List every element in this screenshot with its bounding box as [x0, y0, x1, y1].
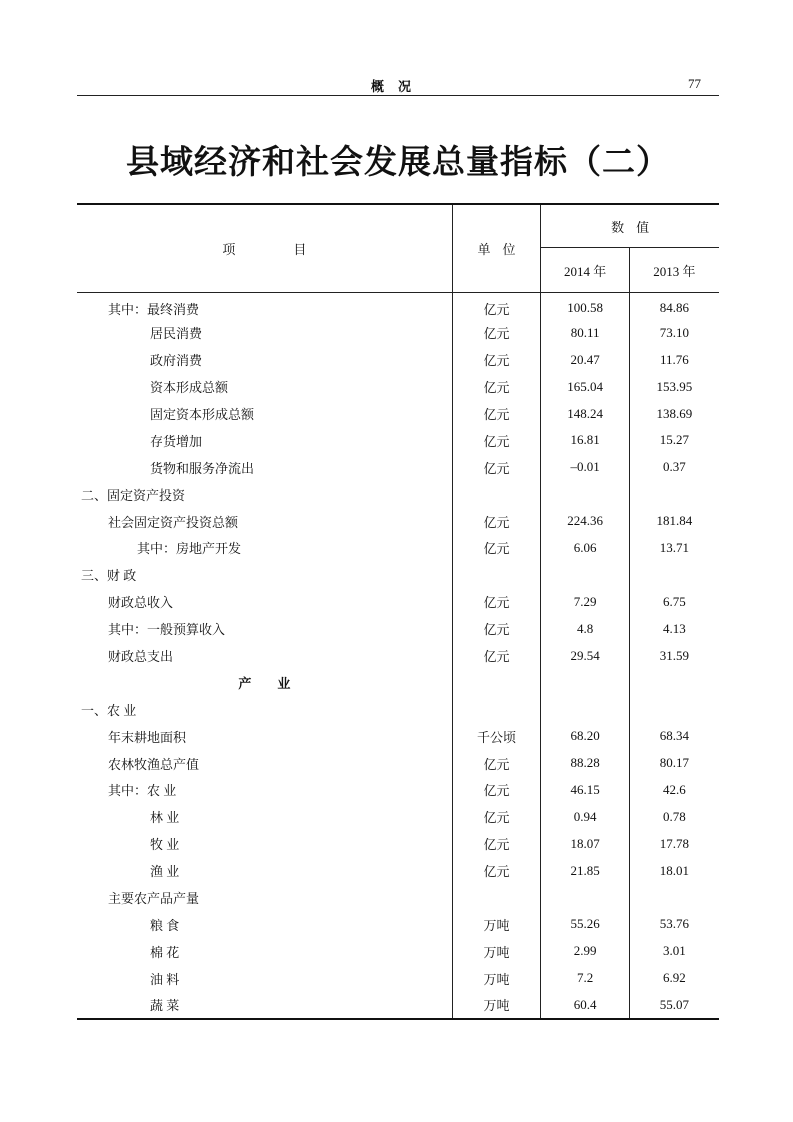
row-value-2014: 68.20	[541, 723, 629, 750]
row-value-2013: 4.13	[663, 620, 686, 636]
row-value-2014: 16.81	[541, 427, 629, 454]
row-value-2013: 13.71	[659, 539, 690, 555]
row-unit: 亿元	[452, 508, 541, 535]
row-value-2013	[629, 561, 719, 588]
row-unit: 万吨	[452, 965, 541, 992]
col-header-unit: 单位	[452, 204, 541, 293]
row-unit: 亿元	[452, 346, 541, 373]
row-value-2014: 60.4	[541, 992, 629, 1019]
row-item: 油 料	[77, 965, 452, 992]
table-row	[77, 293, 719, 320]
row-unit: 亿元	[452, 588, 541, 615]
table-row	[77, 911, 719, 938]
row-unit	[452, 481, 541, 508]
section-title: 概况	[370, 80, 425, 95]
table-row	[77, 373, 719, 400]
row-value-2013: 6.75	[663, 593, 686, 609]
row-item: 林 业	[77, 803, 452, 830]
row-value-2014: 7.29	[541, 588, 629, 615]
row-value-2013: 17.78	[659, 835, 690, 851]
row-item: 二、固定资产投资	[77, 481, 452, 508]
row-unit: 亿元	[452, 750, 541, 777]
row-value-2014: 100.58	[541, 293, 629, 320]
row-unit: 亿元	[452, 293, 541, 320]
row-value-2014: 148.24	[541, 400, 629, 427]
row-unit: 亿元	[452, 454, 541, 481]
row-item: 财政总收入	[77, 588, 452, 615]
table-row	[77, 723, 719, 750]
row-value-2014: 18.07	[541, 830, 629, 857]
row-value-2013	[629, 669, 719, 696]
row-value-2014: 6.06	[541, 535, 629, 562]
row-value-2014: 29.54	[541, 642, 629, 669]
row-item: 其中：最终消费	[77, 293, 452, 320]
row-unit: 亿元	[452, 373, 541, 400]
row-value-2013: 18.01	[659, 862, 690, 878]
row-unit: 亿元	[452, 830, 541, 857]
row-unit: 千公顷	[452, 723, 541, 750]
table-row	[77, 588, 719, 615]
row-unit: 亿元	[452, 319, 541, 346]
row-value-2013: 0.37	[663, 459, 686, 475]
table-row	[77, 508, 719, 535]
row-unit: 万吨	[452, 911, 541, 938]
row-item: 一、农 业	[77, 696, 452, 723]
row-value-2013: 84.86	[659, 300, 690, 316]
table-header	[77, 204, 719, 293]
row-item: 牧 业	[77, 830, 452, 857]
table-row	[77, 750, 719, 777]
row-value-2014: 88.28	[541, 750, 629, 777]
table-row	[77, 400, 719, 427]
table-row	[77, 803, 719, 830]
row-value-2013: 15.27	[659, 432, 690, 448]
row-item: 财政总支出	[77, 642, 452, 669]
row-value-2013: 80.17	[659, 755, 690, 771]
row-unit	[452, 561, 541, 588]
row-value-2013: 181.84	[656, 513, 693, 529]
row-value-2013: 42.6	[663, 781, 686, 797]
table-row	[77, 615, 719, 642]
row-value-2013: 73.10	[659, 324, 690, 340]
page-number: 77	[688, 76, 701, 91]
indicator-table	[77, 203, 719, 1020]
row-unit	[452, 884, 541, 911]
row-unit: 亿元	[452, 777, 541, 804]
row-value-2014: 224.36	[541, 508, 629, 535]
table-row	[77, 319, 719, 346]
table-row	[77, 857, 719, 884]
row-item: 渔 业	[77, 857, 452, 884]
row-value-2014: 2.99	[541, 938, 629, 965]
row-value-2014: 80.11	[541, 319, 629, 346]
row-value-2013: 68.34	[659, 728, 690, 744]
row-item: 其中：一般预算收入	[77, 615, 452, 642]
row-item: 社会固定资产投资总额	[77, 508, 452, 535]
row-unit: 万吨	[452, 992, 541, 1019]
row-item: 政府消费	[77, 346, 452, 373]
table-row	[77, 992, 719, 1019]
table-row	[77, 777, 719, 804]
row-unit	[452, 696, 541, 723]
row-value-2014: 21.85	[541, 857, 629, 884]
row-item: 存货增加	[77, 427, 452, 454]
row-value-2013	[629, 696, 719, 723]
row-item: 其中：农 业	[77, 777, 452, 804]
row-value-2013: 6.92	[663, 970, 686, 986]
row-item: 主要农产品产量	[77, 884, 452, 911]
table-row	[77, 535, 719, 562]
row-value-2014: 55.26	[541, 911, 629, 938]
row-unit: 亿元	[452, 400, 541, 427]
row-item: 资本形成总额	[77, 373, 452, 400]
row-item: 农林牧渔总产值	[77, 750, 452, 777]
page-title: 县域经济和社会发展总量指标（二）	[126, 142, 670, 181]
col-header-item: 项目	[77, 204, 452, 293]
section-heading: 产业	[77, 669, 452, 696]
col-header-2013: 2013 年	[653, 263, 696, 279]
table-row	[77, 481, 719, 508]
row-value-2014	[541, 481, 629, 508]
row-value-2014	[541, 884, 629, 911]
row-value-2013	[629, 481, 719, 508]
row-unit	[452, 669, 541, 696]
table-row	[77, 830, 719, 857]
row-value-2013: 0.78	[663, 808, 686, 824]
row-value-2013: 31.59	[659, 647, 690, 663]
row-value-2013: 153.95	[656, 378, 693, 394]
table-row	[77, 938, 719, 965]
row-value-2013: 55.07	[659, 996, 690, 1012]
row-value-2014: 4.8	[541, 615, 629, 642]
row-unit: 万吨	[452, 938, 541, 965]
row-item: 蔬 菜	[77, 992, 452, 1019]
table-row	[77, 427, 719, 454]
row-unit: 亿元	[452, 642, 541, 669]
row-unit: 亿元	[452, 857, 541, 884]
row-item: 固定资本形成总额	[77, 400, 452, 427]
row-value-2014	[541, 669, 629, 696]
row-value-2013: 3.01	[663, 943, 686, 959]
row-item: 年末耕地面积	[77, 723, 452, 750]
row-value-2013: 138.69	[656, 405, 693, 421]
row-unit: 亿元	[452, 427, 541, 454]
row-value-2014: 0.94	[541, 803, 629, 830]
table-row	[77, 561, 719, 588]
col-header-values: 数值	[541, 204, 719, 248]
row-value-2013	[629, 884, 719, 911]
col-header-2014: 2014 年	[541, 248, 629, 293]
row-item: 其中：房地产开发	[77, 535, 452, 562]
row-value-2014: 165.04	[541, 373, 629, 400]
table-row	[77, 346, 719, 373]
table-row	[77, 965, 719, 992]
row-item: 三、财 政	[77, 561, 452, 588]
row-value-2014: 46.15	[541, 777, 629, 804]
section-row	[77, 669, 719, 696]
row-item: 棉 花	[77, 938, 452, 965]
row-value-2014: 7.2	[541, 965, 629, 992]
table-row	[77, 884, 719, 911]
header-rule	[77, 95, 719, 96]
table-body	[77, 293, 719, 1019]
row-value-2014	[541, 696, 629, 723]
table-row	[77, 642, 719, 669]
row-value-2013: 53.76	[659, 916, 690, 932]
row-item: 货物和服务净流出	[77, 454, 452, 481]
row-value-2014: 20.47	[541, 346, 629, 373]
row-unit: 亿元	[452, 615, 541, 642]
row-value-2014	[541, 561, 629, 588]
table-row	[77, 454, 719, 481]
row-item: 居民消费	[77, 319, 452, 346]
row-unit: 亿元	[452, 535, 541, 562]
table-row	[77, 696, 719, 723]
row-value-2013: 11.76	[660, 351, 689, 367]
row-unit: 亿元	[452, 803, 541, 830]
row-value-2014: –0.01	[541, 454, 629, 481]
row-item: 粮 食	[77, 911, 452, 938]
running-header	[77, 74, 719, 96]
